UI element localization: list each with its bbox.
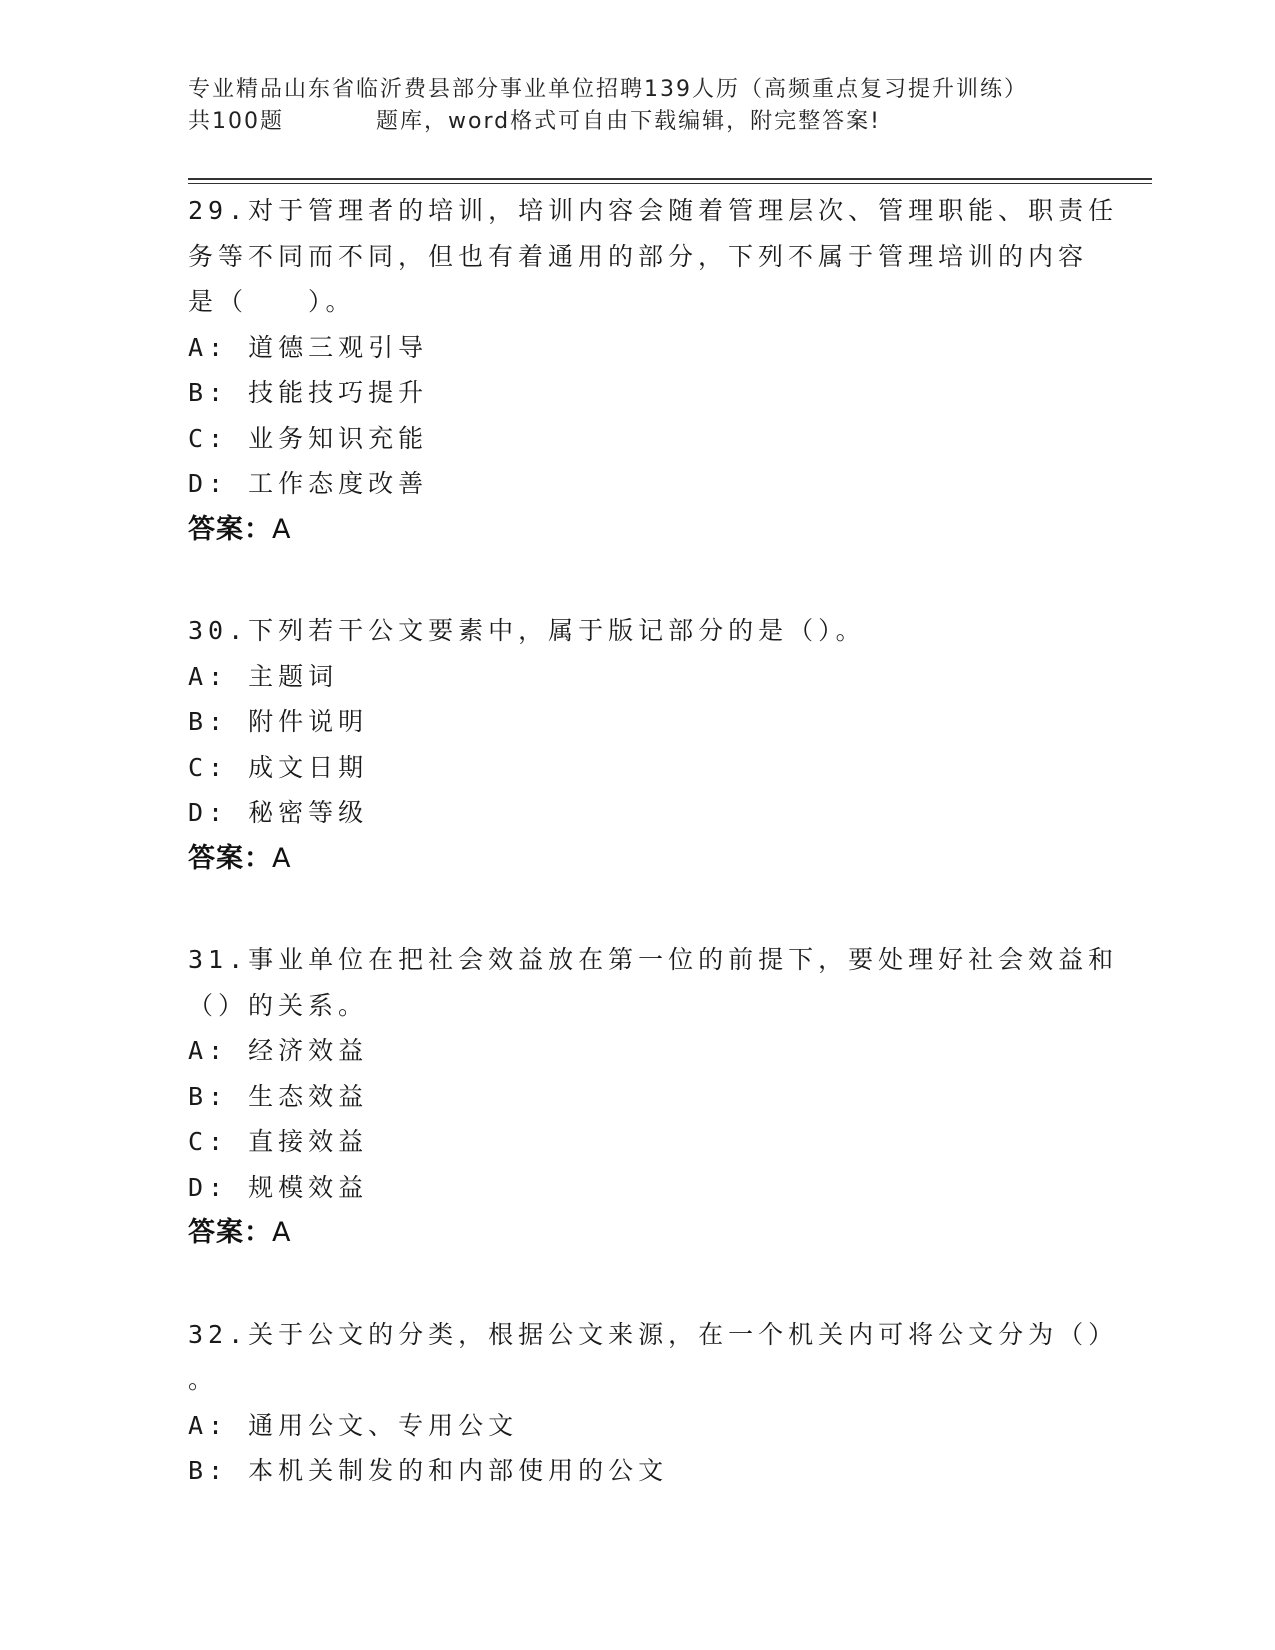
header-subtitle <box>188 106 1088 138</box>
question-block <box>188 608 1088 881</box>
question-text <box>188 188 1119 325</box>
header-rule-thick <box>188 178 1152 180</box>
header-count: 共100题 <box>188 109 284 134</box>
question-block <box>188 937 1119 1256</box>
header-note: 题库，word格式可自由下载编辑，附完整答案! <box>376 109 881 134</box>
answer-option: A: 主题词 <box>188 661 339 691</box>
question-text <box>188 937 1119 1028</box>
answer-option: A: 通用公文、专用公文 <box>188 1410 519 1440</box>
question-line: 32.关于公文的分类，根据公文来源，在一个机关内可将公文分为（） <box>188 1319 1119 1349</box>
answer-option: A: 道德三观引导 <box>188 332 429 362</box>
answer-label: 答案： <box>188 513 272 545</box>
question-line: 是（ ）。 <box>188 287 356 316</box>
question-line: 30.下列若干公文要素中，属于版记部分的是（）。 <box>188 616 866 645</box>
question-block <box>188 188 1119 552</box>
answer-option: B: 技能技巧提升 <box>188 378 429 407</box>
answer-value: A <box>272 1217 292 1248</box>
answer-option: C: 直接效益 <box>188 1127 369 1156</box>
answer-option: B: 附件说明 <box>188 707 369 736</box>
question-line: （）的关系。 <box>188 990 369 1020</box>
answer-option: C: 业务知识充能 <box>188 423 429 453</box>
answer-option: D: 工作态度改善 <box>188 469 429 498</box>
question-list <box>188 188 1119 1550</box>
question-line: 务等不同而不同，但也有着通用的部分，下列不属于管理培训的内容 <box>188 241 1089 271</box>
answer-line <box>188 507 1088 553</box>
answer-option: D: 规模效益 <box>188 1172 369 1202</box>
question-line: 29.对于管理者的培训，培训内容会随着管理层次、管理职能、职责任 <box>188 196 1119 225</box>
question-text <box>188 608 1088 654</box>
answer-option: D: 秘密等级 <box>188 798 369 827</box>
header-rule-thin <box>188 183 1152 184</box>
answer-option: B: 本机关制发的和内部使用的公文 <box>188 1456 669 1485</box>
answer-label: 答案： <box>188 1217 272 1248</box>
answer-label: 答案： <box>188 842 272 874</box>
answer-value: A <box>272 513 292 545</box>
answer-line <box>188 1210 1088 1256</box>
question-text <box>188 1312 1119 1403</box>
answer-option: C: 成文日期 <box>188 752 369 782</box>
question-line: 31.事业单位在把社会效益放在第一位的前提下，要处理好社会效益和 <box>188 945 1119 974</box>
answer-line <box>188 836 1088 882</box>
answer-value: A <box>272 842 292 874</box>
question-line: 。 <box>188 1365 219 1394</box>
answer-option: B: 生态效益 <box>188 1081 369 1111</box>
answer-option: A: 经济效益 <box>188 1036 369 1065</box>
header-title: 专业精品山东省临沂费县部分事业单位招聘139人历（高频重点复习提升训练） <box>188 77 1028 102</box>
document-header <box>188 74 1088 138</box>
question-block <box>188 1312 1119 1494</box>
